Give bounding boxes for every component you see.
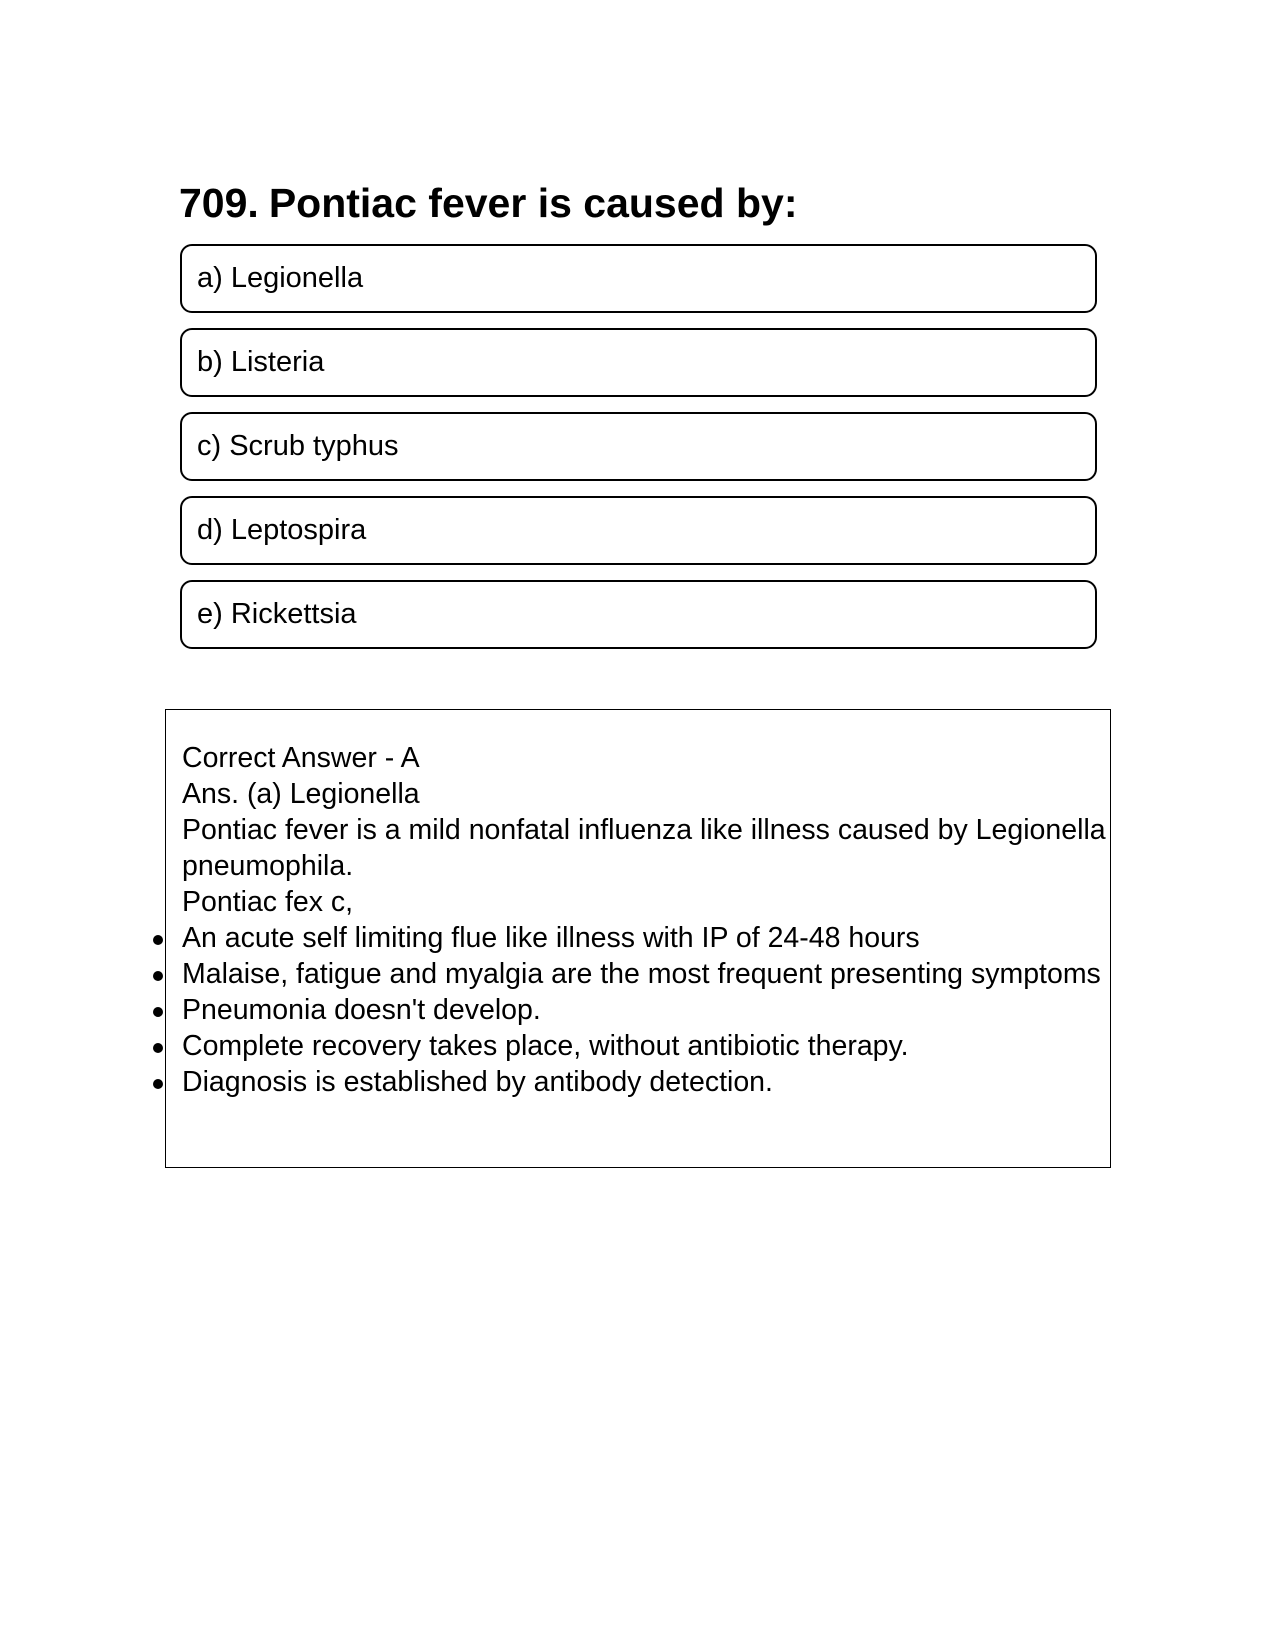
explanation-points: [182, 920, 1110, 1100]
question-number: 709.: [179, 180, 259, 226]
question-text: Pontiac fever is caused by:: [268, 180, 798, 226]
option-c[interactable]: c) Scrub typhus: [180, 412, 1097, 481]
point-item: Diagnosis is established by antibody detection.: [182, 1064, 1110, 1100]
answer-explanation-box: [165, 709, 1111, 1168]
explanation-text: Pontiac fever is a mild nonfatal influenza like illness caused by Legionella pneumophila.: [182, 814, 1106, 882]
question-title: [179, 178, 797, 228]
answer-line: Ans. (a) Legionella: [182, 778, 420, 810]
point-item: Malaise, fatigue and myalgia are the most frequent presenting symptoms: [182, 956, 1110, 992]
option-a[interactable]: a) Legionella: [180, 244, 1097, 313]
option-e[interactable]: e) Rickettsia: [180, 580, 1097, 649]
option-d[interactable]: d) Leptospira: [180, 496, 1097, 565]
answer-options: [180, 244, 1097, 664]
option-b[interactable]: b) Listeria: [180, 328, 1097, 397]
point-item: Pneumonia doesn't develop.: [182, 992, 1110, 1028]
correct-answer: Correct Answer - A: [182, 742, 420, 774]
point-item: An acute self limiting flue like illness with IP of 24-48 hours: [182, 920, 1110, 956]
points-intro: Pontiac fex c,: [182, 886, 354, 918]
point-item: Complete recovery takes place, without antibiotic therapy.: [182, 1028, 1110, 1064]
